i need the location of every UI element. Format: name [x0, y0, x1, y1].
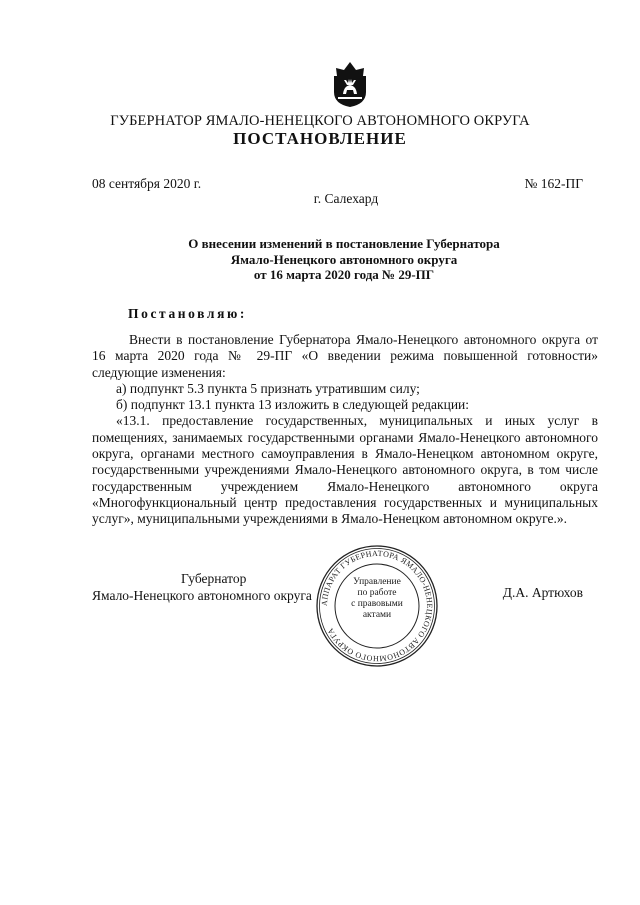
coat-of-arms-emblem [330, 58, 370, 108]
signatory-position [92, 571, 312, 604]
stamp-line-2: по работе [357, 588, 397, 598]
document-type: ПОСТАНОВЛЕНИЕ [233, 129, 407, 148]
title-line-2: Ямало-Ненецкого автономного округа [230, 251, 458, 267]
stamp-ring-text: АППАРАТ ГУБЕРНАТОРА ЯМАЛО-НЕНЕЦКОГО АВТОНОМНОГО ОКРУГА [319, 548, 435, 664]
document-place: г. Салехард [313, 191, 379, 206]
stamp-center-text [314, 577, 440, 621]
body-item-b: б) подпункт 13.1 пункта 13 изложить в следующей редакции: [116, 397, 470, 413]
document-body [92, 332, 598, 528]
title-line-3: от 16 марта 2020 года № 29-ПГ [253, 267, 435, 282]
stamp-line-3: с правовыми [351, 599, 403, 609]
signatory-position-line-1: Губернатор [181, 571, 247, 586]
organization-name: ГУБЕРНАТОР ЯМАЛО-НЕНЕЦКОГО АВТОНОМНОГО ОКРУГА [110, 113, 530, 129]
stamp-line-1: Управление [353, 577, 401, 587]
body-paragraph-quote: «13.1. предоставление государственных, муниципальных и иных услуг в помещениях, занимаемых государственными органами Ямало-Ненецкого автономного округа, органами местного самоуправления в Ямало-Ненецком автономном округе, государственными учреждениями Ямало-Ненецкого автономного округа, в том числе государственным учреждением Ямало-Ненецкого автономного округа «Многофункциональный центр предоставления государственных и муниципальных услуг», муниципальными учреждениями в Ямало-Ненецком автономном округе.». [92, 413, 598, 527]
document-date: 08 сентября 2020 г. [92, 176, 202, 191]
body-item-a: а) подпункт 5.3 пункта 5 признать утратившим силу; [116, 380, 420, 396]
title-line-1: О внесении изменений в постановление Губернатора [188, 236, 500, 251]
decree-heading: Постановляю: [128, 306, 247, 321]
body-paragraph-1: Внести в постановление Губернатора Ямало-Ненецкого автономного округа от 16 марта 2020 года № 29-ПГ «О введении режима повышенной готовности» следующие изменения: [92, 332, 598, 380]
signatory-name: Д.А. Артюхов [502, 585, 583, 600]
document-title [0, 236, 640, 283]
document-number: № 162-ПГ [524, 176, 583, 191]
stamp-line-4: актами [362, 610, 392, 620]
signatory-position-line-2: Ямало-Ненецкого автономного округа [92, 587, 312, 603]
